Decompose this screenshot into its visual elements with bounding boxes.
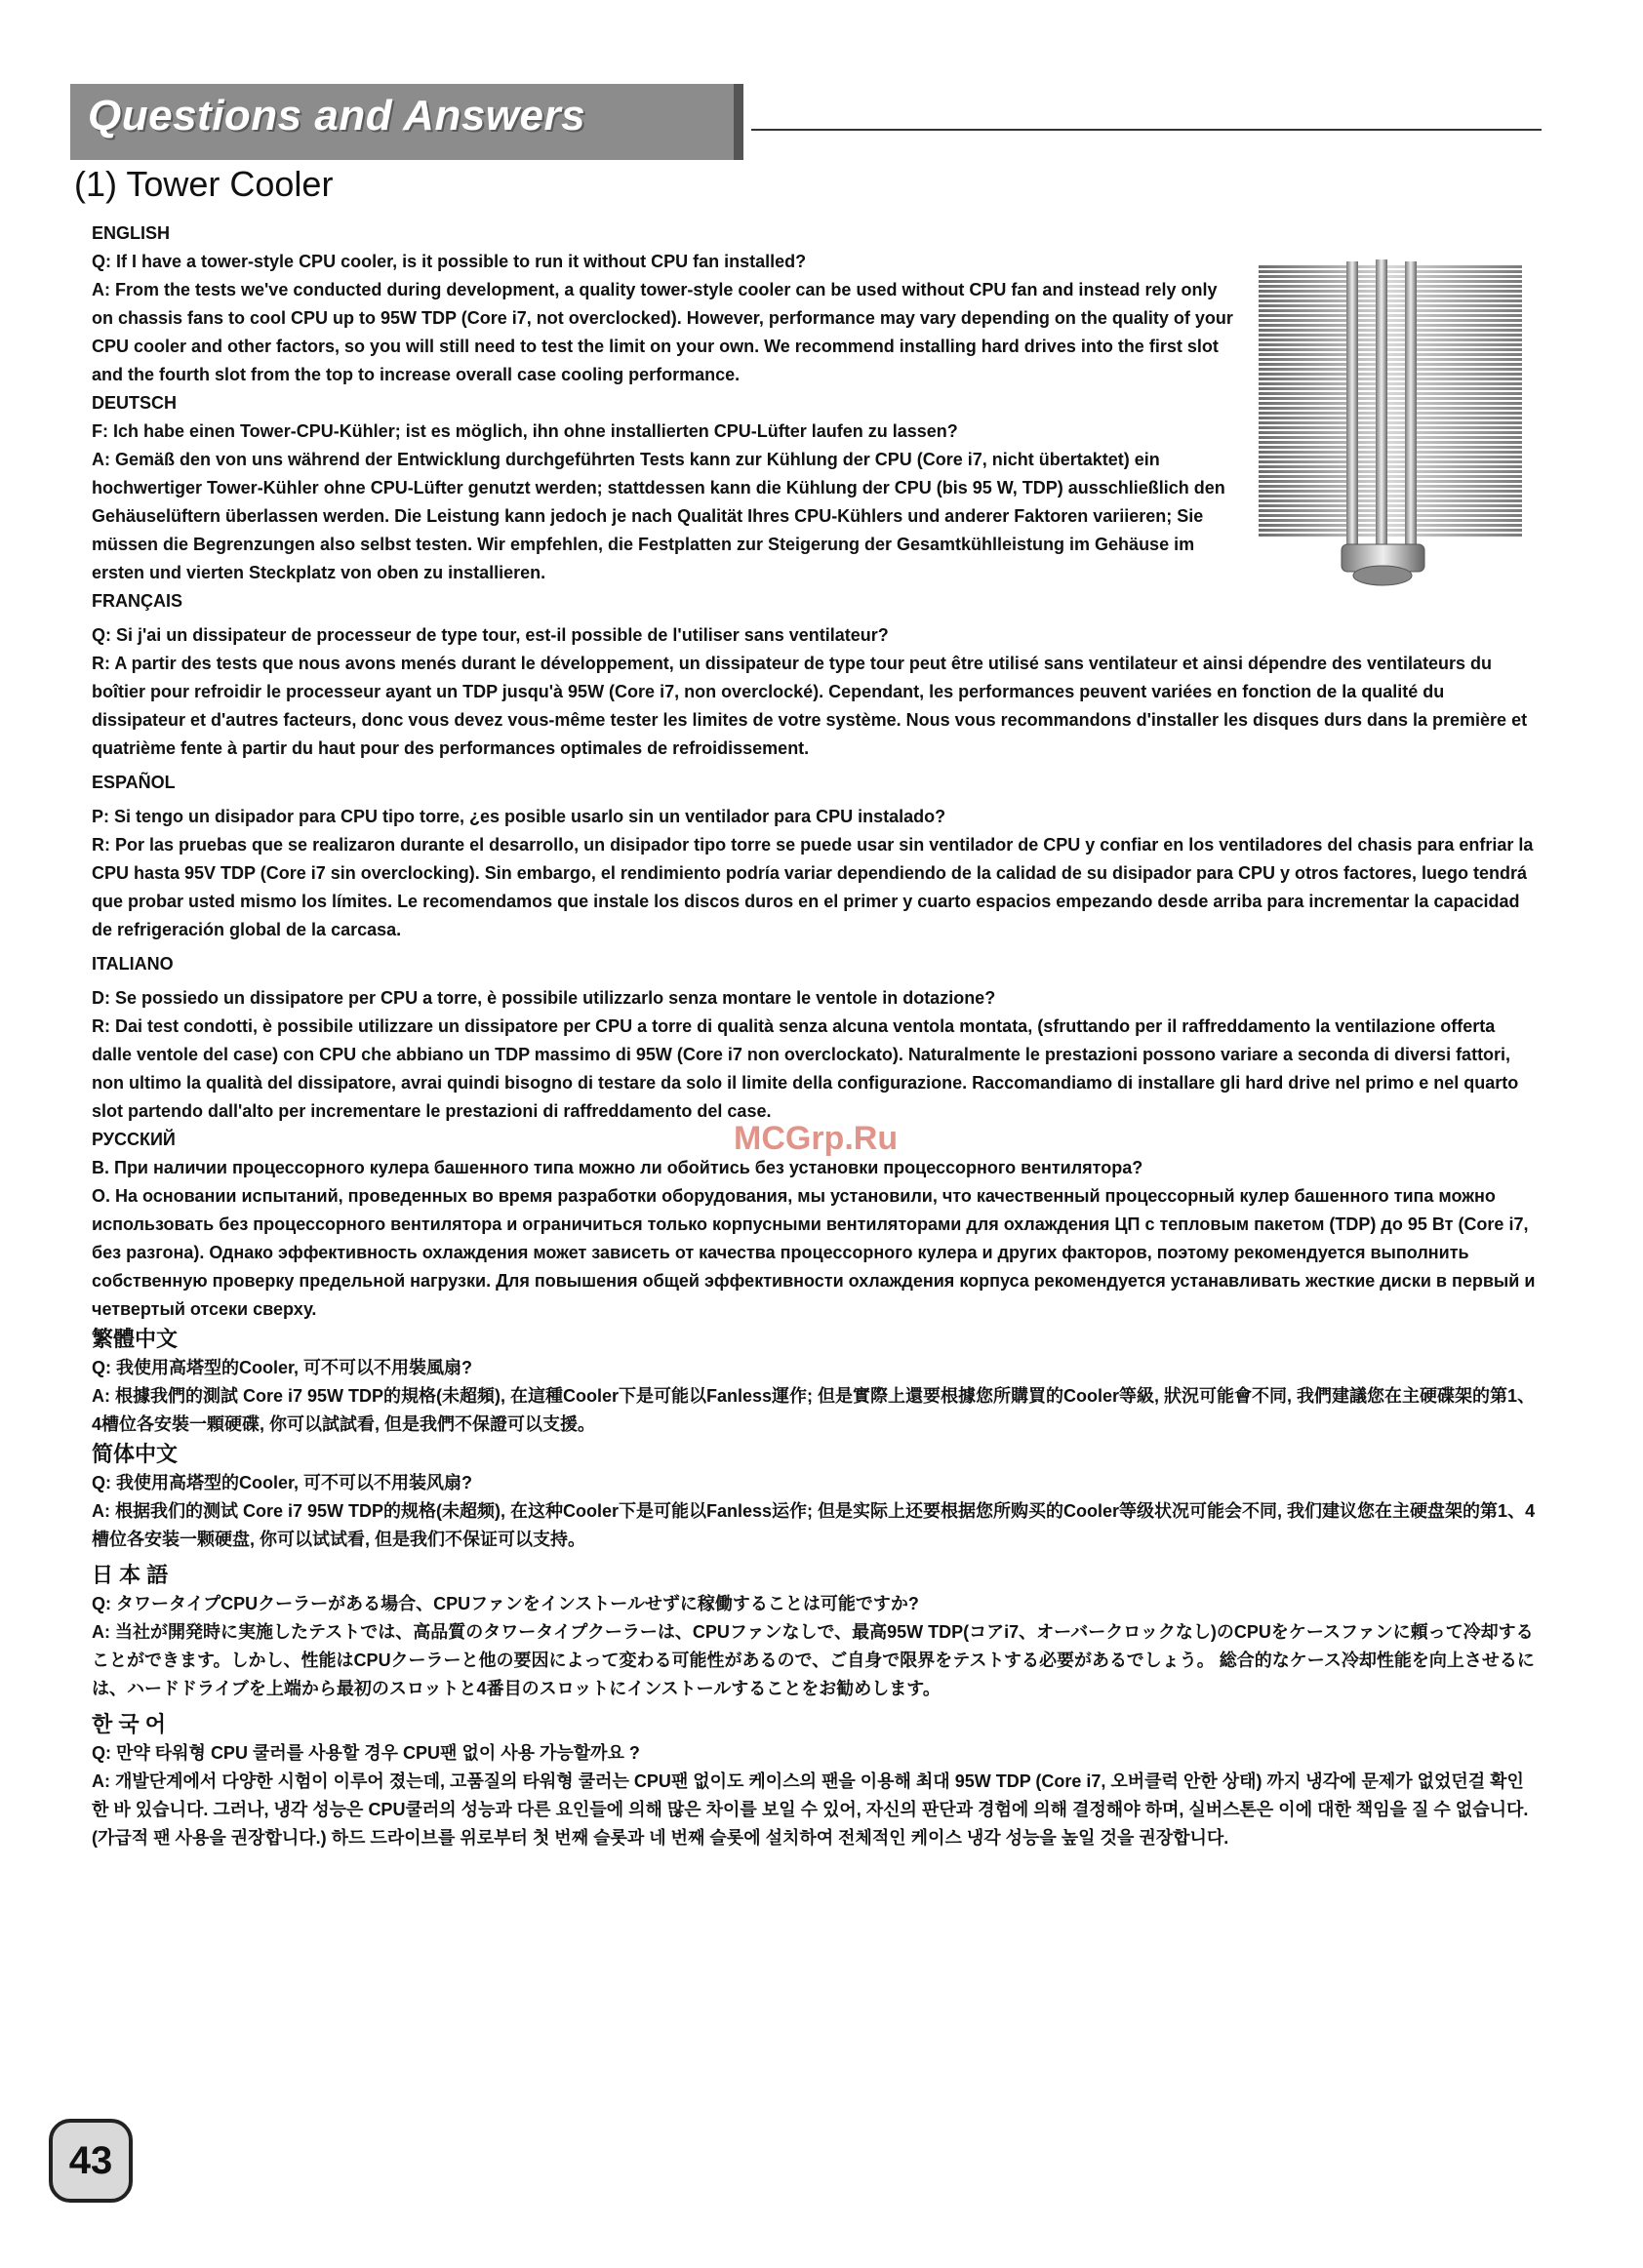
question: Q: Si j'ai un dissipateur de processeur de type tour, est-il possible de l'utiliser sans ventilateur?	[92, 625, 889, 645]
section-espanol	[92, 763, 1536, 944]
answer: О. На основании испытаний, проведенных во время разработки оборудования, мы установили, что качественный процессорный кулер башенного типа можно использовать без процессорного вентилятора и ограничиться только корпусными вентиляторами для охлаждения ЦП с тепловым пакетом (TDP) до 95 Вт (Core i7, без разгона). Однако эффективность охлаждения может зависеть от качества процессорного кулера и других факторов, поэтому рекомендуется выполнить собственную проверку предельной нагрузки. Для повышения общей эффективности охлаждения корпуса рекомендуется устанавливать жесткие диски в первый и четвертый отсеки сверху.	[92, 1186, 1536, 1319]
answer: R: Por las pruebas que se realizaron durante el desarrollo, un disipador tipo torre se puede usar sin ventilador de CPU y confiar en los ventiladores del chasis para enfriar la CPU hasta 95V TDP (Core i7 sin overclocking). Sin embargo, el rendimiento podría variar dependiendo de la calidad de su disipador para CPU y otros factores, luego tendrá que probar usted mismo los límites. Le recomendamos que instale los discos duros en el primer y cuarto espacios empezando desde arriba para incrementar la capacidad de refrigeración global de la carcasa.	[92, 835, 1534, 939]
section-deutsch	[92, 389, 1238, 587]
answer: R: A partir des tests que nous avons menés durant le développement, un dissipateur de type tour peut être utilisé sans ventilateur et ainsi dépendre des ventilateurs du boîtier pour refroidir le processeur ayant un TDP jusqu'à 95W (Core i7, non overclocké). Cependant, les performances peuvent variées en fonction de la qualité du dissipateur et d'autres facteurs, donc vous devez vous-même tester les limites de votre système. Nous vous recommandons d'installer les disques durs dans la première et quatrième fente à partir du haut pour des performances optimales de refroidissement.	[92, 654, 1528, 758]
watermark: MCGrp.Ru	[734, 1120, 899, 1157]
lang-heading: ENGLISH	[92, 223, 171, 243]
lang-heading: ITALIANO	[92, 954, 174, 974]
answer: A: From the tests we've conducted during development, a quality tower-style cooler can be used without CPU fan and instead rely only on chassis fans to cool CPU up to 95W TDP (Core i7, not overclocked). However, performance may vary depending on the quality of your CPU cooler and other factors, so you will still need to test the limit on your own. We recommend installing hard drives into the first slot and the fourth slot from the top to increase overall case cooling performance.	[92, 280, 1233, 384]
lang-heading: DEUTSCH	[92, 393, 178, 413]
section-korean	[92, 1703, 1536, 1852]
question: Q: 我使用高塔型的Cooler, 可不可以不用裝風扇?	[92, 1358, 473, 1377]
header-rule	[751, 129, 1542, 131]
section-traditional-chinese	[92, 1324, 1536, 1439]
section-francais	[92, 587, 1536, 763]
answer: A: 根据我们的测试 Core i7 95W TDP的规格(未超频), 在这种Cooler下是可能以Fanless运作; 但是实际上还要根据您所购买的Cooler等级状况可能会不同, 我们建议您在主硬盘架的第1、4槽位各安装一颗硬盘, 你可以试试看, 但是我们不保证可以支持。	[92, 1501, 1536, 1549]
answer: A: 根據我們的測試 Core i7 95W TDP的規格(未超頻), 在這種Cooler下是可能以Fanless運作; 但是實際上還要根據您所購買的Cooler等級, 狀況可能會不同, 我們建議您在主硬碟架的第1、4槽位各安裝一顆硬碟, 你可以試試看, 但是我們不保證可以支援。	[92, 1386, 1536, 1434]
question: D: Se possiedo un dissipatore per CPU a torre, è possibile utilizzarlo senza montare le ventole in dotazione?	[92, 988, 996, 1008]
question: Q: タワータイプCPUクーラーがある場合、CPUファンをインストールせずに稼働することは可能ですか?	[92, 1594, 919, 1613]
page-number: 43	[49, 2119, 133, 2203]
section-simplified-chinese	[92, 1439, 1536, 1554]
question: F: Ich habe einen Tower-CPU-Kühler; ist es möglich, ihn ohne installierten CPU-Lüfter laufen zu lassen?	[92, 421, 958, 441]
answer: A: 当社が開発時に実施したテストでは、高品質のタワータイプクーラーは、CPUファンなしで、最高95W TDP(コアi7、オーバークロックなし)のCPUをケースファンに頼って冷却することができます。しかし、性能はCPUクーラーと他の要因によって変わる可能性があるので、ご自身で限界をテストする必要があるでしょう。 総合的なケース冷却性能を向上させるには、ハードドライブを上端から最初のスロットと4番目のスロットにインストールすることをお勧めします。	[92, 1622, 1535, 1698]
answer: A: 개발단계에서 다양한 시험이 이루어 졌는데, 고품질의 타워형 쿨러는 CPU팬 없이도 케이스의 팬을 이용해 최대 95W TDP (Core i7, 오버클럭 안한 상태) 까지 냉각에 문제가 없었던걸 확인한 바 있습니다. 그러나, 냉각 성능은 CPU쿨러의 성능과 다른 요인들에 의해 많은 차이를 보일 수 있어, 자신의 판단과 경험에 의해 결정해야 하며, 실버스톤은 이에 대한 책임을 질 수 없습니다. (가급적 팬 사용을 권장합니다.) 하드 드라이브를 위로부터 첫 번째 슬롯과 네 번째 슬롯에 설치하여 전체적인 케이스 냉각 성능을 높일 것을 권장합니다.	[92, 1771, 1529, 1848]
section-english	[92, 219, 1238, 389]
lang-heading: 繁體中文	[92, 1327, 179, 1351]
lang-heading: РУССКИЙ	[92, 1130, 176, 1149]
lang-heading: ESPAÑOL	[92, 773, 176, 792]
question: Q: If I have a tower-style CPU cooler, is it possible to run it without CPU fan installed?	[92, 252, 807, 271]
section-title: (1) Tower Cooler	[74, 164, 334, 204]
answer: A: Gemäß den von uns während der Entwicklung durchgeführten Tests kann zur Kühlung der CPU (Core i7, nicht übertaktet) ein hochwertiger Tower-Kühler ohne CPU-Lüfter genutzt werden; stattdessen kann die Kühlung der CPU (bis 95 W, TDP) ausschließlich den Gehäuselüftern überlassen werden. Die Leistung kann jedoch je nach Qualität Ihres CPU-Kühlers und anderer Faktoren variieren; Sie müssen die Begrenzungen also selbst testen. Wir empfehlen, die Festplatten zur Steigerung der Gesamtkühlleistung im Gehäuse im ersten und vierten Steckplatz von oben zu installieren.	[92, 450, 1225, 582]
lang-heading: 日 本 語	[92, 1563, 169, 1587]
section-russian	[92, 1126, 1536, 1324]
banner-title: Questions and Answers	[88, 92, 586, 139]
section-italiano	[92, 944, 1536, 1126]
qa-content	[92, 219, 1536, 1852]
question: P: Si tengo un disipador para CPU tipo torre, ¿es posible usarlo sin un ventilador para CPU instalado?	[92, 807, 946, 826]
lang-heading: 简体中文	[92, 1442, 179, 1466]
answer: R: Dai test condotti, è possibile utilizzare un dissipatore per CPU a torre di qualità senza alcuna ventola montata, (sfruttando per il raffreddamento la ventilazione offerta dalle ventole del case) con CPU che abbiano un TDP massimo di 95W (Core i7 non overclockato). Naturalmente le prestazioni possono variare a seconda di diversi fattori, non ultimo la qualità del dissipatore, avrai quindi bisogno di testare da solo il limite della configurazione. Raccomandiamo di installare gli hard drive nel primo e nel quarto slot partendo dall'alto per incrementare le prestazioni di raffreddamento del case.	[92, 1016, 1519, 1121]
lang-heading: 한 국 어	[92, 1712, 166, 1736]
section-japanese	[92, 1554, 1536, 1703]
question: В. При наличии процессорного кулера башенного типа можно ли обойтись без установки процессорного вентилятора?	[92, 1158, 1143, 1177]
header-banner	[70, 84, 743, 160]
question: Q: 我使用高塔型的Cooler, 可不可以不用装风扇?	[92, 1473, 473, 1492]
lang-heading: FRANÇAIS	[92, 591, 182, 611]
question: Q: 만약 타워형 CPU 쿨러를 사용할 경우 CPU팬 없이 사용 가능할까요 ?	[92, 1743, 640, 1763]
